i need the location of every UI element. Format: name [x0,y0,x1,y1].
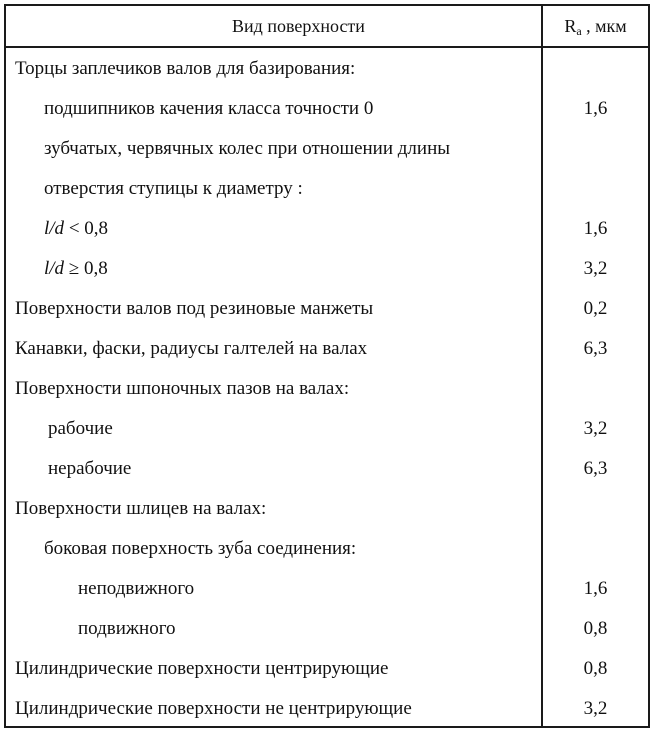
table-row [6,329,648,369]
row-value: 0,8 [583,618,608,639]
row-value: 6,3 [583,338,608,359]
row-value: 3,2 [583,418,608,439]
row-value [543,369,648,409]
row-value [543,489,648,529]
header-divider [6,46,648,48]
table-row [6,609,648,649]
row-value: 0,2 [583,298,608,319]
row-value [543,49,648,89]
table-row [6,569,648,609]
table-row [6,169,648,209]
row-description: Торцы заплечиков валов для базирования: [15,58,356,79]
row-value: 0,8 [583,658,608,679]
ra-unit: , мкм [581,16,627,36]
row-description: боковая поверхность зуба соединения: [44,538,357,559]
row-description: рабочие [48,418,113,439]
table-row [6,689,648,729]
table-row [6,49,648,89]
row-description: нерабочие [48,458,132,479]
row-value: 3,2 [583,258,608,279]
row-description: Поверхности валов под резиновые манжеты [15,298,374,319]
row-value: 1,6 [583,578,608,599]
row-description [44,249,108,289]
table-row [6,209,648,249]
header-ra-unit [543,6,648,46]
table-row [6,289,648,329]
table-row [6,129,648,169]
ra-symbol: R [564,16,577,36]
header-surface-type: Вид поверхности [232,16,365,36]
ratio-symbol: l/d [44,258,65,279]
row-value: 3,2 [583,698,608,719]
row-description: зубчатых, червячных колес при отношении длины [44,138,451,159]
row-value: 1,6 [583,218,608,239]
row-value [543,129,648,169]
row-description: Цилиндрические поверхности центрирующие [15,658,389,679]
ratio-condition: < 0,8 [64,218,109,239]
row-value [543,169,648,209]
row-description: неподвижного [78,578,195,599]
row-value [543,529,648,569]
row-description [44,209,108,249]
table-row [6,449,648,489]
row-value: 6,3 [583,458,608,479]
table-row [6,529,648,569]
roughness-table [4,4,650,728]
row-description: подшипников качения класса точности 0 [44,98,374,119]
row-description: подвижного [78,618,176,639]
row-description: Канавки, фаски, радиусы галтелей на валах [15,338,368,359]
row-description: Поверхности шпоночных пазов на валах: [15,378,350,399]
row-description: Поверхности шлицев на валах: [15,498,267,519]
ratio-symbol: l/d [44,218,65,239]
table-row [6,489,648,529]
table-row [6,249,648,289]
row-description: Цилиндрические поверхности не центрирующие [15,698,412,719]
table-row [6,89,648,129]
table-row [6,649,648,689]
ra-subscript: a [576,24,582,38]
table-row [6,409,648,449]
ratio-condition: ≥ 0,8 [64,258,108,279]
row-value: 1,6 [583,98,608,119]
row-description: отверстия ступицы к диаметру : [44,178,303,199]
table-row [6,369,648,409]
